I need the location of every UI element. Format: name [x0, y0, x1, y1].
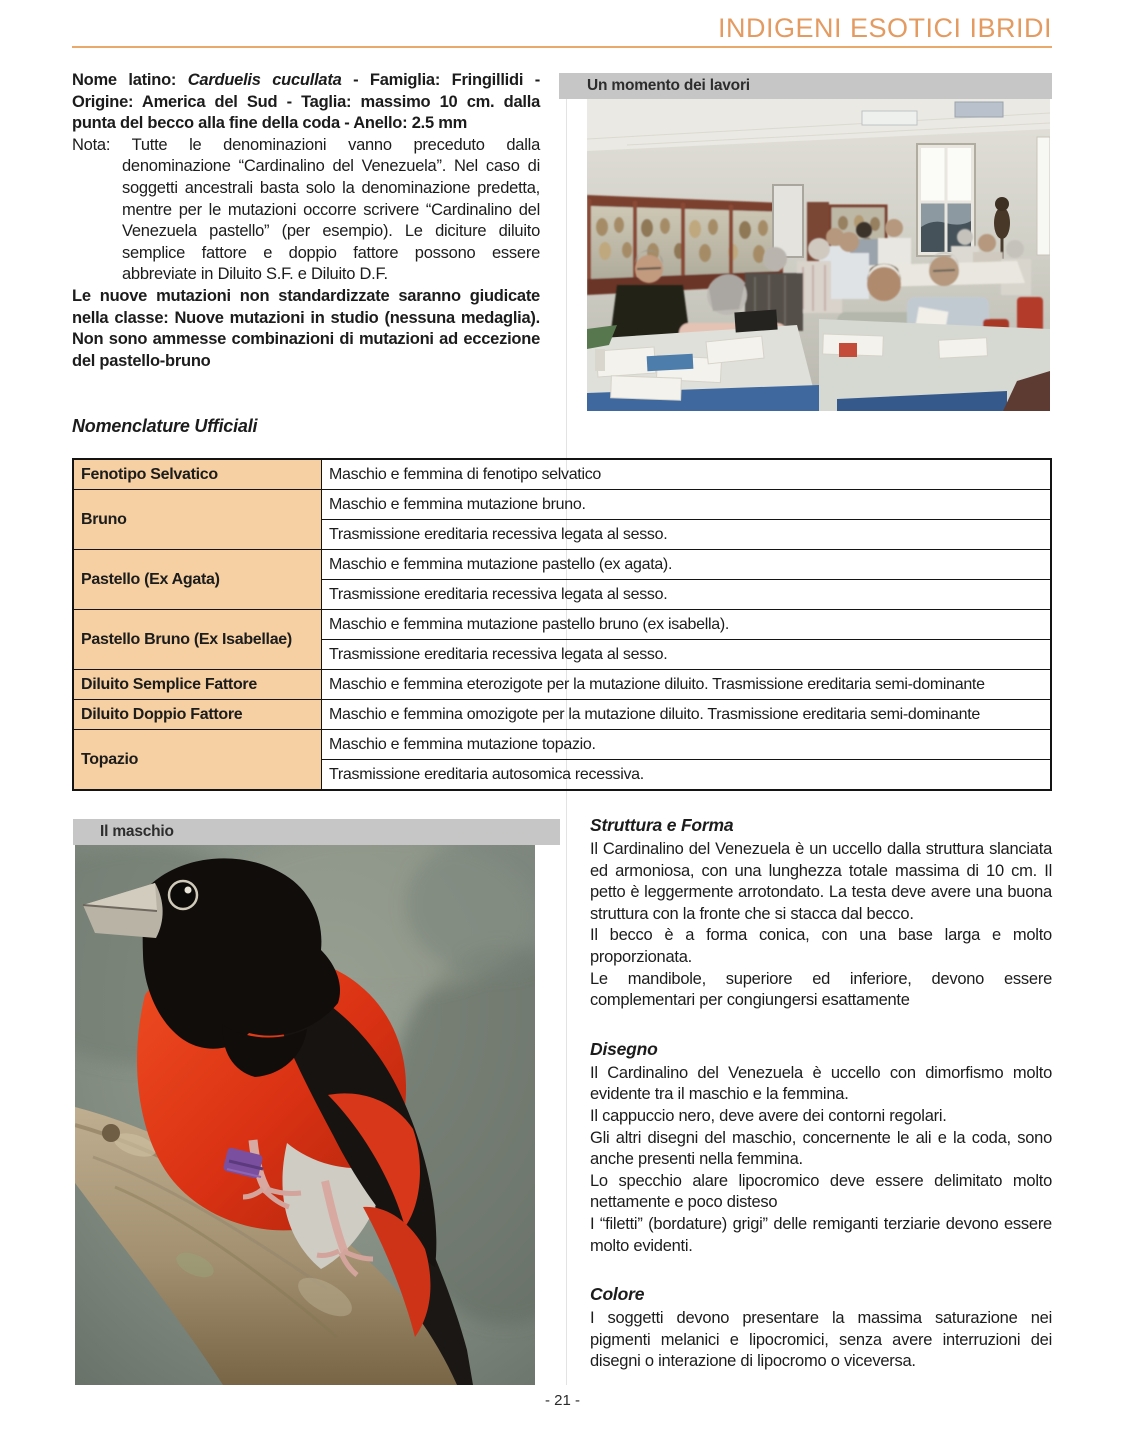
row-label: Diluito Semplice Fattore — [73, 670, 322, 700]
section-paragraph: Il cappuccio nero, deve avere dei contorni regolari. — [590, 1106, 947, 1125]
meeting-photo — [587, 99, 1050, 411]
row-label: Topazio — [73, 730, 322, 791]
nota-label: Nota: — [72, 135, 111, 154]
row-cell: Maschio e femmina di fenotipo selvatico — [322, 459, 1052, 490]
bold-note-paragraph: Le nuove mutazioni non standardizzate saranno giudicate nella classe: Nuove mutazioni in studio (nessuna medaglia). Non sono ammesse combinazioni di mutazioni ad eccezione del pastello-bruno — [72, 286, 540, 370]
section-paragraph: I soggetti devono presentare la massima saturazione nei pigmenti melanici e lipocromici, senza avere interruzioni dei disegni o interazione di lipocromo o viceversa. — [590, 1309, 1052, 1371]
row-cell: Trasmissione ereditaria recessiva legata al sesso. — [322, 640, 1052, 670]
section-heading: Disegno — [590, 1038, 658, 1059]
page-header-title: INDIGENI ESOTICI IBRIDI — [717, 13, 1052, 43]
row-cell: Maschio e femmina mutazione pastello (ex agata). — [322, 550, 1052, 580]
ceiling-light — [862, 111, 917, 125]
bird-eye — [169, 881, 197, 909]
section-paragraph: Gli altri disegni del maschio, concernente le ali e la coda, sono anche presenti nella femmina. — [590, 1128, 1052, 1169]
intro-paragraph-lead — [72, 70, 540, 135]
table-row — [73, 670, 1051, 700]
section-colore — [590, 1284, 1052, 1373]
row-label: Diluito Doppio Fattore — [73, 700, 322, 730]
row-cell: Maschio e femmina mutazione topazio. — [322, 730, 1052, 760]
standard-text-column — [590, 815, 1052, 1400]
lead-label: Nome latino: — [72, 71, 188, 89]
section-paragraph: Il becco è a forma conica, con una base larga e molto proporzionata. — [590, 926, 1052, 966]
row-cell: Maschio e femmina mutazione bruno. — [322, 490, 1052, 520]
latin-name: Carduelis cucullata — [187, 71, 342, 89]
row-cell: Trasmissione ereditaria autosomica recessiva. — [322, 760, 1052, 791]
door — [773, 185, 803, 257]
intro-column — [72, 70, 540, 372]
row-cell: Maschio e femmina omozigote per la mutazione diluito. Trasmissione ereditaria semi-dominante — [322, 700, 1052, 730]
row-cell: Maschio e femmina eterozigote per la mutazione diluito. Trasmissione ereditaria semi-dominante — [322, 670, 1052, 700]
nota-paragraph — [72, 135, 540, 286]
window — [1037, 137, 1050, 255]
table-row — [73, 610, 1051, 640]
row-cell: Maschio e femmina mutazione pastello bruno (ex isabella). — [322, 610, 1052, 640]
meeting-photo-caption: Un momento dei lavori — [559, 73, 1052, 99]
section-paragraph: Il Cardinalino del Venezuela è uccello con dimorfismo molto evidente tra il maschio e la femmina. — [590, 1063, 1052, 1104]
table-row — [73, 550, 1051, 580]
table-row — [73, 700, 1051, 730]
row-label: Pastello (Ex Agata) — [73, 550, 322, 610]
section-paragraph: Le mandibole, superiore ed inferiore, devono essere complementari per congiungersi esattamente — [590, 969, 1052, 1010]
nomenclature-table — [72, 458, 1052, 791]
row-label: Fenotipo Selvatico — [73, 459, 322, 490]
lead-rest: - Famiglia: Fringillidi - Origine: America del Sud - Taglia: massimo 10 cm. dalla punta del becco alla fine della coda - Anello: 2.5 mm — [72, 71, 540, 133]
table-row — [73, 490, 1051, 520]
section-paragraph: Il Cardinalino del Venezuela è un uccello dalla struttura slanciata ed armoniosa, con una lunghezza totale massima di 10 cm. Il petto è leggermente arrotondato. La testa deve avere una buona struttura con la fronte che si stacca dal becco. — [590, 840, 1052, 923]
table-row — [73, 730, 1051, 760]
section-struttura — [590, 815, 1052, 1012]
row-cell: Trasmissione ereditaria recessiva legata al sesso. — [322, 520, 1052, 550]
section-paragraph: I “filetti” (bordature) grigi” delle remiganti terziarie devono essere molto evidenti. — [590, 1214, 1052, 1255]
ceiling-light — [955, 102, 1003, 117]
bird-photo — [75, 845, 535, 1385]
table-row — [73, 459, 1051, 490]
section-heading: Struttura e Forma — [590, 815, 734, 835]
nomenclature-heading: Nomenclature Ufficiali — [72, 416, 258, 436]
row-label: Pastello Bruno (Ex Isabellae) — [73, 610, 322, 670]
header-rule — [72, 46, 1052, 48]
row-label: Bruno — [73, 490, 322, 550]
section-disegno — [590, 1039, 1052, 1257]
row-cell: Trasmissione ereditaria recessiva legata al sesso. — [322, 580, 1052, 610]
section-heading: Colore — [590, 1284, 645, 1305]
page-number: - 21 - — [544, 1392, 580, 1409]
bird-photo-caption: Il maschio — [73, 819, 560, 845]
nota-body: Tutte le denominazioni vanno preceduto dalla denominazione “Cardinalino del Venezuela”. Nel caso di soggetti ancestrali basta solo la denominazione predetta, mentre per le mutazioni occorre scrivere “Cardinalino del Venezuela pastello” (per esempio). Le diciture diluito semplice fattore e doppio fattore possono essere abbreviate in Diluito S.F. e Diluito D.F. — [110, 135, 540, 284]
section-paragraph: Lo specchio alare lipocromico deve essere delimitato molto nettamente e poco disteso — [590, 1171, 1052, 1212]
